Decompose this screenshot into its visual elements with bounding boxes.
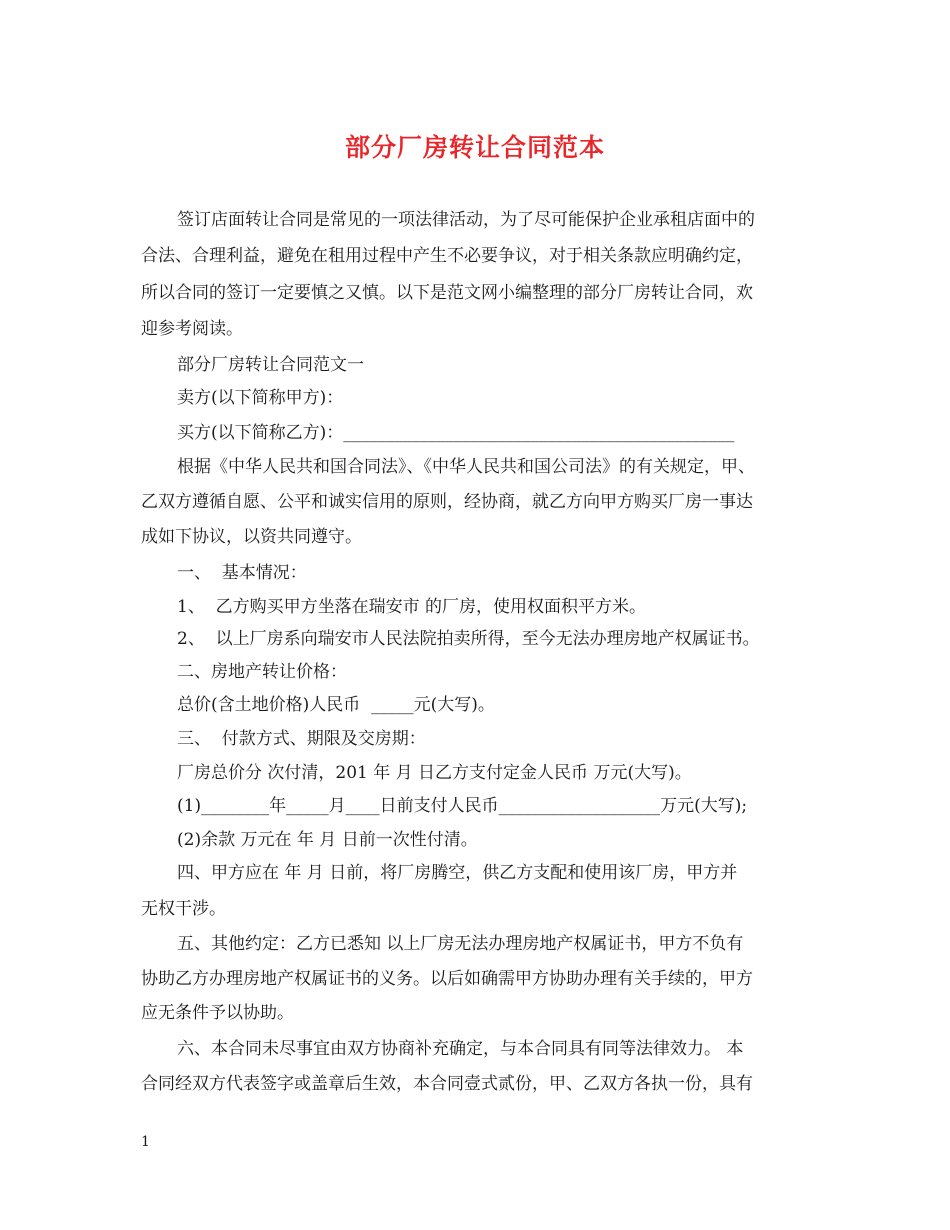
paragraph-line: 六、本合同未尽事宜由双方协商补充确定，与本合同具有同等法律效力。 本 [177,1039,744,1059]
paragraph-line: 总价(含土地价格)人民币 _____元(大写)。 [177,695,495,715]
paragraph-line: 协助乙方办理房地产权属证书的义务。以后如确需甲方协助办理有关手续的，甲方 [141,969,753,989]
section-heading: 二、房地产转让价格： [177,662,347,682]
paragraph-line: 无权干涉。 [141,899,226,919]
paragraph-line: 卖方(以下简称甲方)： [177,388,344,408]
paragraph-line: 根据《中华人民共和国合同法》、《中华人民共和国公司法》的有关规定，甲、 [177,457,755,477]
paragraph-line: 签订店面转让合同是常见的一项法律活动，为了尽可能保护企业承租店面中的 [177,210,755,230]
paragraph-line: 厂房总价分 次付清，201 年 月 日乙方支付定金人民币 万元(大写)。 [177,763,692,783]
section-heading: 三、 付款方式、期限及交房期： [177,729,426,749]
paragraph-line: (2)余款 万元在 年 月 日前一次性付清。 [177,830,478,850]
paragraph-line: 乙双方遵循自愿、公平和诚实信用的原则，经协商，就乙方向甲方购买厂房一事达 [141,492,753,512]
paragraph-line: 迎参考阅读。 [141,319,243,339]
page-number: 1 [141,1134,150,1150]
paragraph-line: 2、 以上厂房系向瑞安市人民法院拍卖所得，至今无法办理房地产权属证书。 [177,629,760,649]
section-heading: 一、 基本情况： [177,563,307,583]
section-heading: 部分厂房转让合同范文一 [177,355,364,375]
paragraph-line: 合同经双方代表签字或盖章后生效，本合同壹式贰份，甲、乙双方各执一份，具有 [141,1074,753,1094]
paragraph-line: 合法、合理利益，避免在租用过程中产生不必要争议，对于相关条款应明确约定， [141,246,753,266]
document-title: 部分厂房转让合同范本 [344,133,605,162]
paragraph-line: 成如下协议，以资共同遵守。 [141,527,362,547]
paragraph-line: 所以合同的签订一定要慎之又慎。以下是范文网小编整理的部分厂房转让合同，欢 [141,283,753,303]
paragraph-line: (1)________年_____月____日前支付人民币___________________万元(大写); [177,796,748,816]
paragraph-line: 买方(以下简称乙方)：______________________________________________ [177,423,735,443]
paragraph-line: 应无条件予以协助。 [141,1003,294,1023]
paragraph-line: 1、 乙方购买甲方坐落在瑞安市 的厂房，使用权面积平方米。 [177,597,647,617]
paragraph-line: 四、甲方应在 年 月 日前，将厂房腾空，供乙方支配和使用该厂房，甲方并 [177,863,738,883]
paragraph-line: 五、其他约定：乙方已悉知 以上厂房无法办理房地产权属证书，甲方不负有 [177,934,744,954]
